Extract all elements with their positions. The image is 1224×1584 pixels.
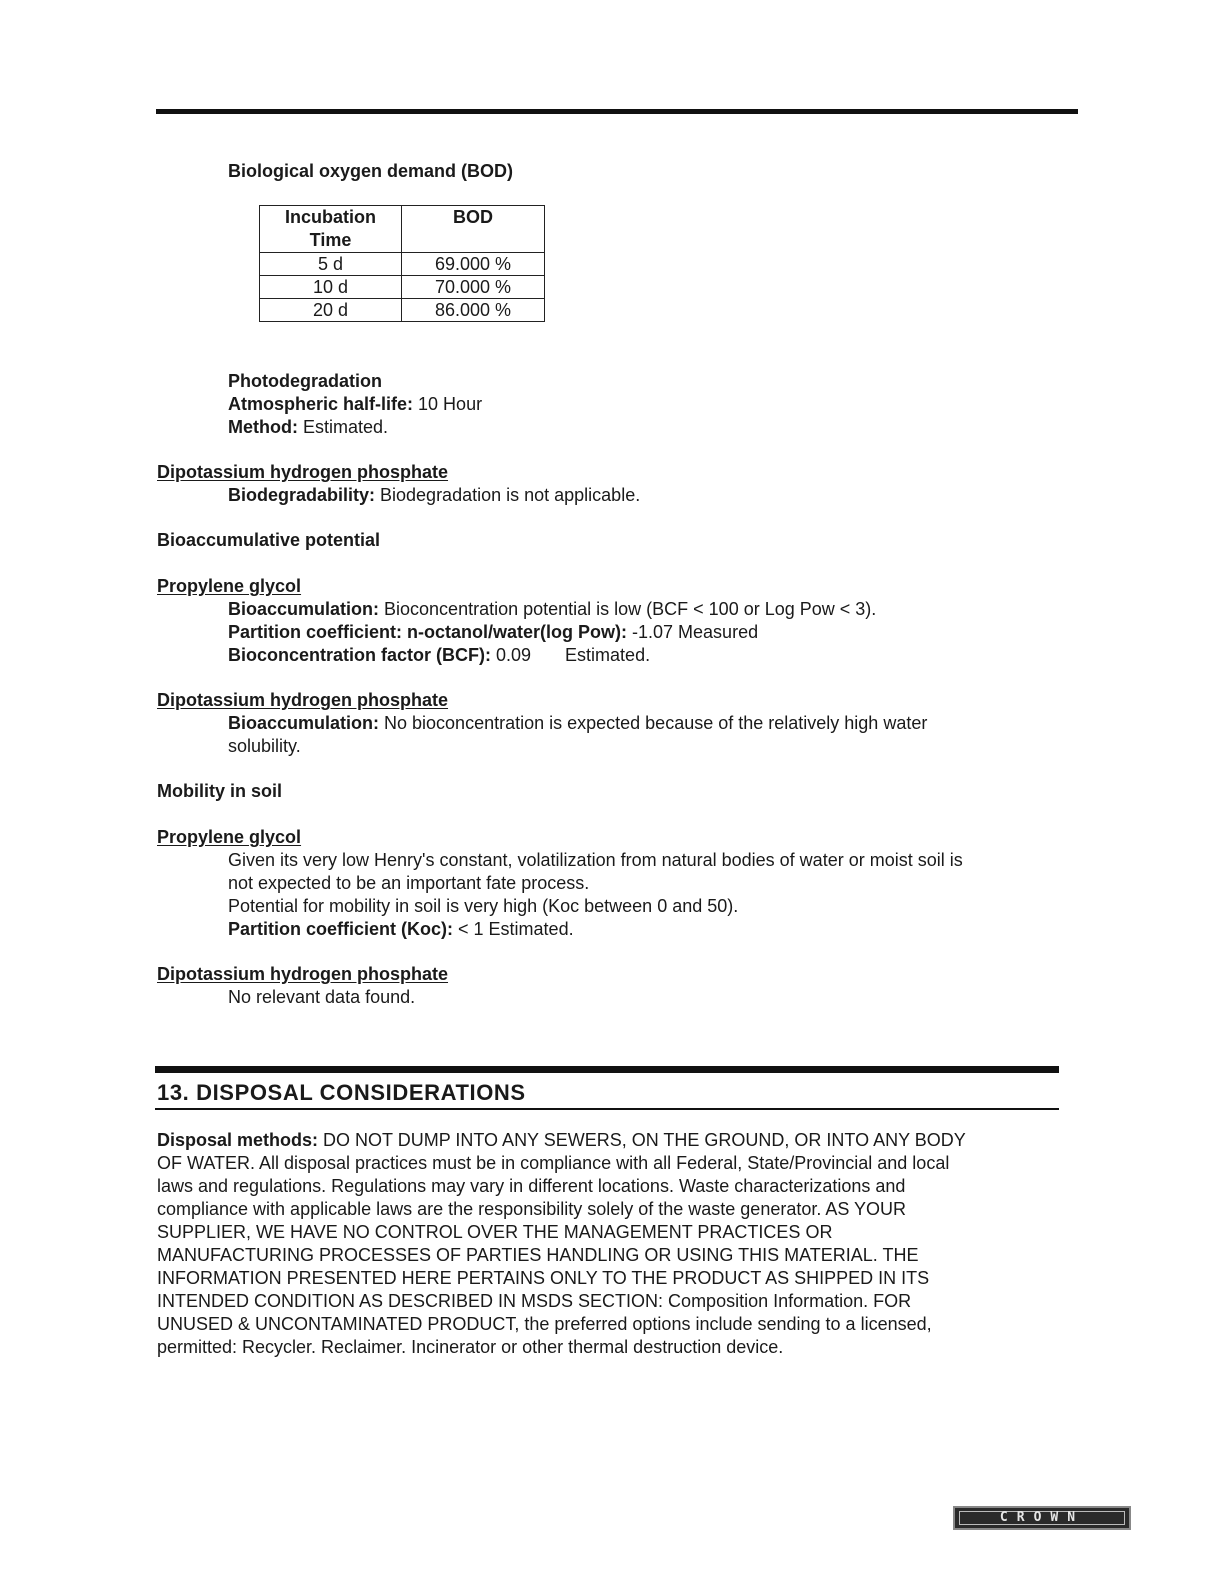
section-13-title: 13. DISPOSAL CONSIDERATIONS bbox=[157, 1080, 526, 1105]
method-label: Method: bbox=[228, 417, 298, 437]
section-title-underline bbox=[155, 1108, 1059, 1110]
method-value: Estimated. bbox=[297, 417, 389, 437]
paragraph-line: INTENDED CONDITION AS DESCRIBED IN MSDS SECTION: Composition Information. FOR bbox=[157, 1291, 912, 1311]
mobility-heading: Mobility in soil bbox=[157, 781, 282, 801]
bcf-value: 0.09 bbox=[491, 645, 532, 665]
half-life-line bbox=[228, 393, 482, 416]
paragraph-line: SUPPLIER, WE HAVE NO CONTROL OVER THE MANAGEMENT PRACTICES OR bbox=[157, 1222, 833, 1242]
bcf-method: Estimated. bbox=[565, 645, 651, 665]
half-life-label: Atmospheric half-life: bbox=[228, 394, 414, 414]
section-divider-bar bbox=[155, 1066, 1059, 1073]
koc-label: Partition coefficient (Koc): bbox=[228, 919, 454, 939]
photodegradation-heading: Photodegradation bbox=[228, 371, 382, 391]
bod-value-cell: 69.000 % bbox=[402, 253, 545, 276]
paragraph-line: INFORMATION PRESENTED HERE PERTAINS ONLY TO THE PRODUCT AS SHIPPED IN ITS bbox=[157, 1268, 930, 1288]
table-row bbox=[260, 299, 545, 322]
biodegradability-line bbox=[228, 484, 640, 507]
header-rule bbox=[156, 109, 1078, 114]
bod-value-cell: 86.000 % bbox=[402, 299, 545, 322]
propylene-bioacc-line bbox=[228, 598, 876, 621]
crown-logo-frame bbox=[959, 1511, 1125, 1525]
koc-value: < 1 Estimated. bbox=[453, 919, 574, 939]
half-life-value: 10 Hour bbox=[413, 394, 483, 414]
crown-logo bbox=[953, 1506, 1131, 1530]
dipotassium-bioacc-label: Bioaccumulation: bbox=[228, 713, 380, 733]
bod-value-cell: 70.000 % bbox=[402, 276, 545, 299]
bod-header-text: Incubation Time bbox=[285, 207, 376, 250]
bod-col-bod: BOD bbox=[402, 206, 545, 253]
bod-time-cell: 20 d bbox=[260, 299, 402, 322]
disposal-methods-label: Disposal methods: bbox=[157, 1130, 319, 1150]
method-line bbox=[228, 416, 388, 439]
biodegradability-value: Biodegradation is not applicable. bbox=[375, 485, 641, 505]
bod-heading: Biological oxygen demand (BOD) bbox=[228, 161, 514, 181]
mobility-text-line: not expected to be an important fate process. bbox=[228, 873, 590, 893]
partition-line bbox=[228, 621, 758, 644]
propylene-bioacc-name: Propylene glycol bbox=[157, 576, 302, 596]
partition-value: -1.07 Measured bbox=[627, 622, 759, 642]
dipotassium-mobility-text: No relevant data found. bbox=[228, 987, 416, 1007]
dipotassium-mobility-name: Dipotassium hydrogen phosphate bbox=[157, 964, 449, 984]
paragraph-line: MANUFACTURING PROCESSES OF PARTIES HANDLING OR USING THIS MATERIAL. THE bbox=[157, 1245, 919, 1265]
bod-table bbox=[259, 205, 545, 322]
paragraph-line: laws and regulations. Regulations may vary in different locations. Waste characterizations and bbox=[157, 1176, 906, 1196]
mobility-text-line: Given its very low Henry's constant, volatilization from natural bodies of water or moist soil is bbox=[228, 850, 963, 870]
paragraph-line: UNUSED & UNCONTAMINATED PRODUCT, the preferred options include sending to a licensed, bbox=[157, 1314, 932, 1334]
dipotassium-bioacc-line2: solubility. bbox=[228, 736, 301, 756]
bod-col-incubation-time bbox=[260, 206, 402, 253]
paragraph-line: Disposal methods: DO NOT DUMP INTO ANY SEWERS, ON THE GROUND, OR INTO ANY BODY bbox=[157, 1130, 966, 1150]
bod-time-cell: 5 d bbox=[260, 253, 402, 276]
table-row bbox=[260, 276, 545, 299]
disposal-methods-paragraph bbox=[157, 1129, 1057, 1359]
dipotassium-biodeg-name: Dipotassium hydrogen phosphate bbox=[157, 462, 449, 482]
bod-time-cell: 10 d bbox=[260, 276, 402, 299]
koc-line bbox=[228, 918, 574, 941]
partition-label: Partition coefficient: n-octanol/water(log Pow): bbox=[228, 622, 628, 642]
paragraph-line: compliance with applicable laws are the responsibility solely of the waste generator. AS YOUR bbox=[157, 1199, 907, 1219]
bioaccumulative-heading: Bioaccumulative potential bbox=[157, 530, 381, 550]
biodegradability-label: Biodegradability: bbox=[228, 485, 376, 505]
paragraph-line: permitted: Recycler. Reclaimer. Incinerator or other thermal destruction device. bbox=[157, 1337, 784, 1357]
bcf-label: Bioconcentration factor (BCF): bbox=[228, 645, 491, 665]
dipotassium-bioacc-name: Dipotassium hydrogen phosphate bbox=[157, 690, 449, 710]
table-row bbox=[260, 253, 545, 276]
dipotassium-bioacc-line bbox=[228, 712, 927, 735]
bioacc-label: Bioaccumulation: bbox=[228, 599, 380, 619]
bcf-line bbox=[228, 644, 650, 667]
paragraph-line: OF WATER. All disposal practices must be in compliance with all Federal, State/Provincial and local bbox=[157, 1153, 950, 1173]
crown-logo-text: CROWN bbox=[999, 1510, 1085, 1525]
mobility-text-line: Potential for mobility in soil is very high (Koc between 0 and 50). bbox=[228, 896, 739, 916]
propylene-mobility-name: Propylene glycol bbox=[157, 827, 302, 847]
bioacc-value: Bioconcentration potential is low (BCF < 100 or Log Pow < 3). bbox=[379, 599, 877, 619]
dipotassium-bioacc-value: No bioconcentration is expected because of the relatively high water bbox=[379, 713, 928, 733]
bod-table-header-row bbox=[260, 206, 545, 253]
